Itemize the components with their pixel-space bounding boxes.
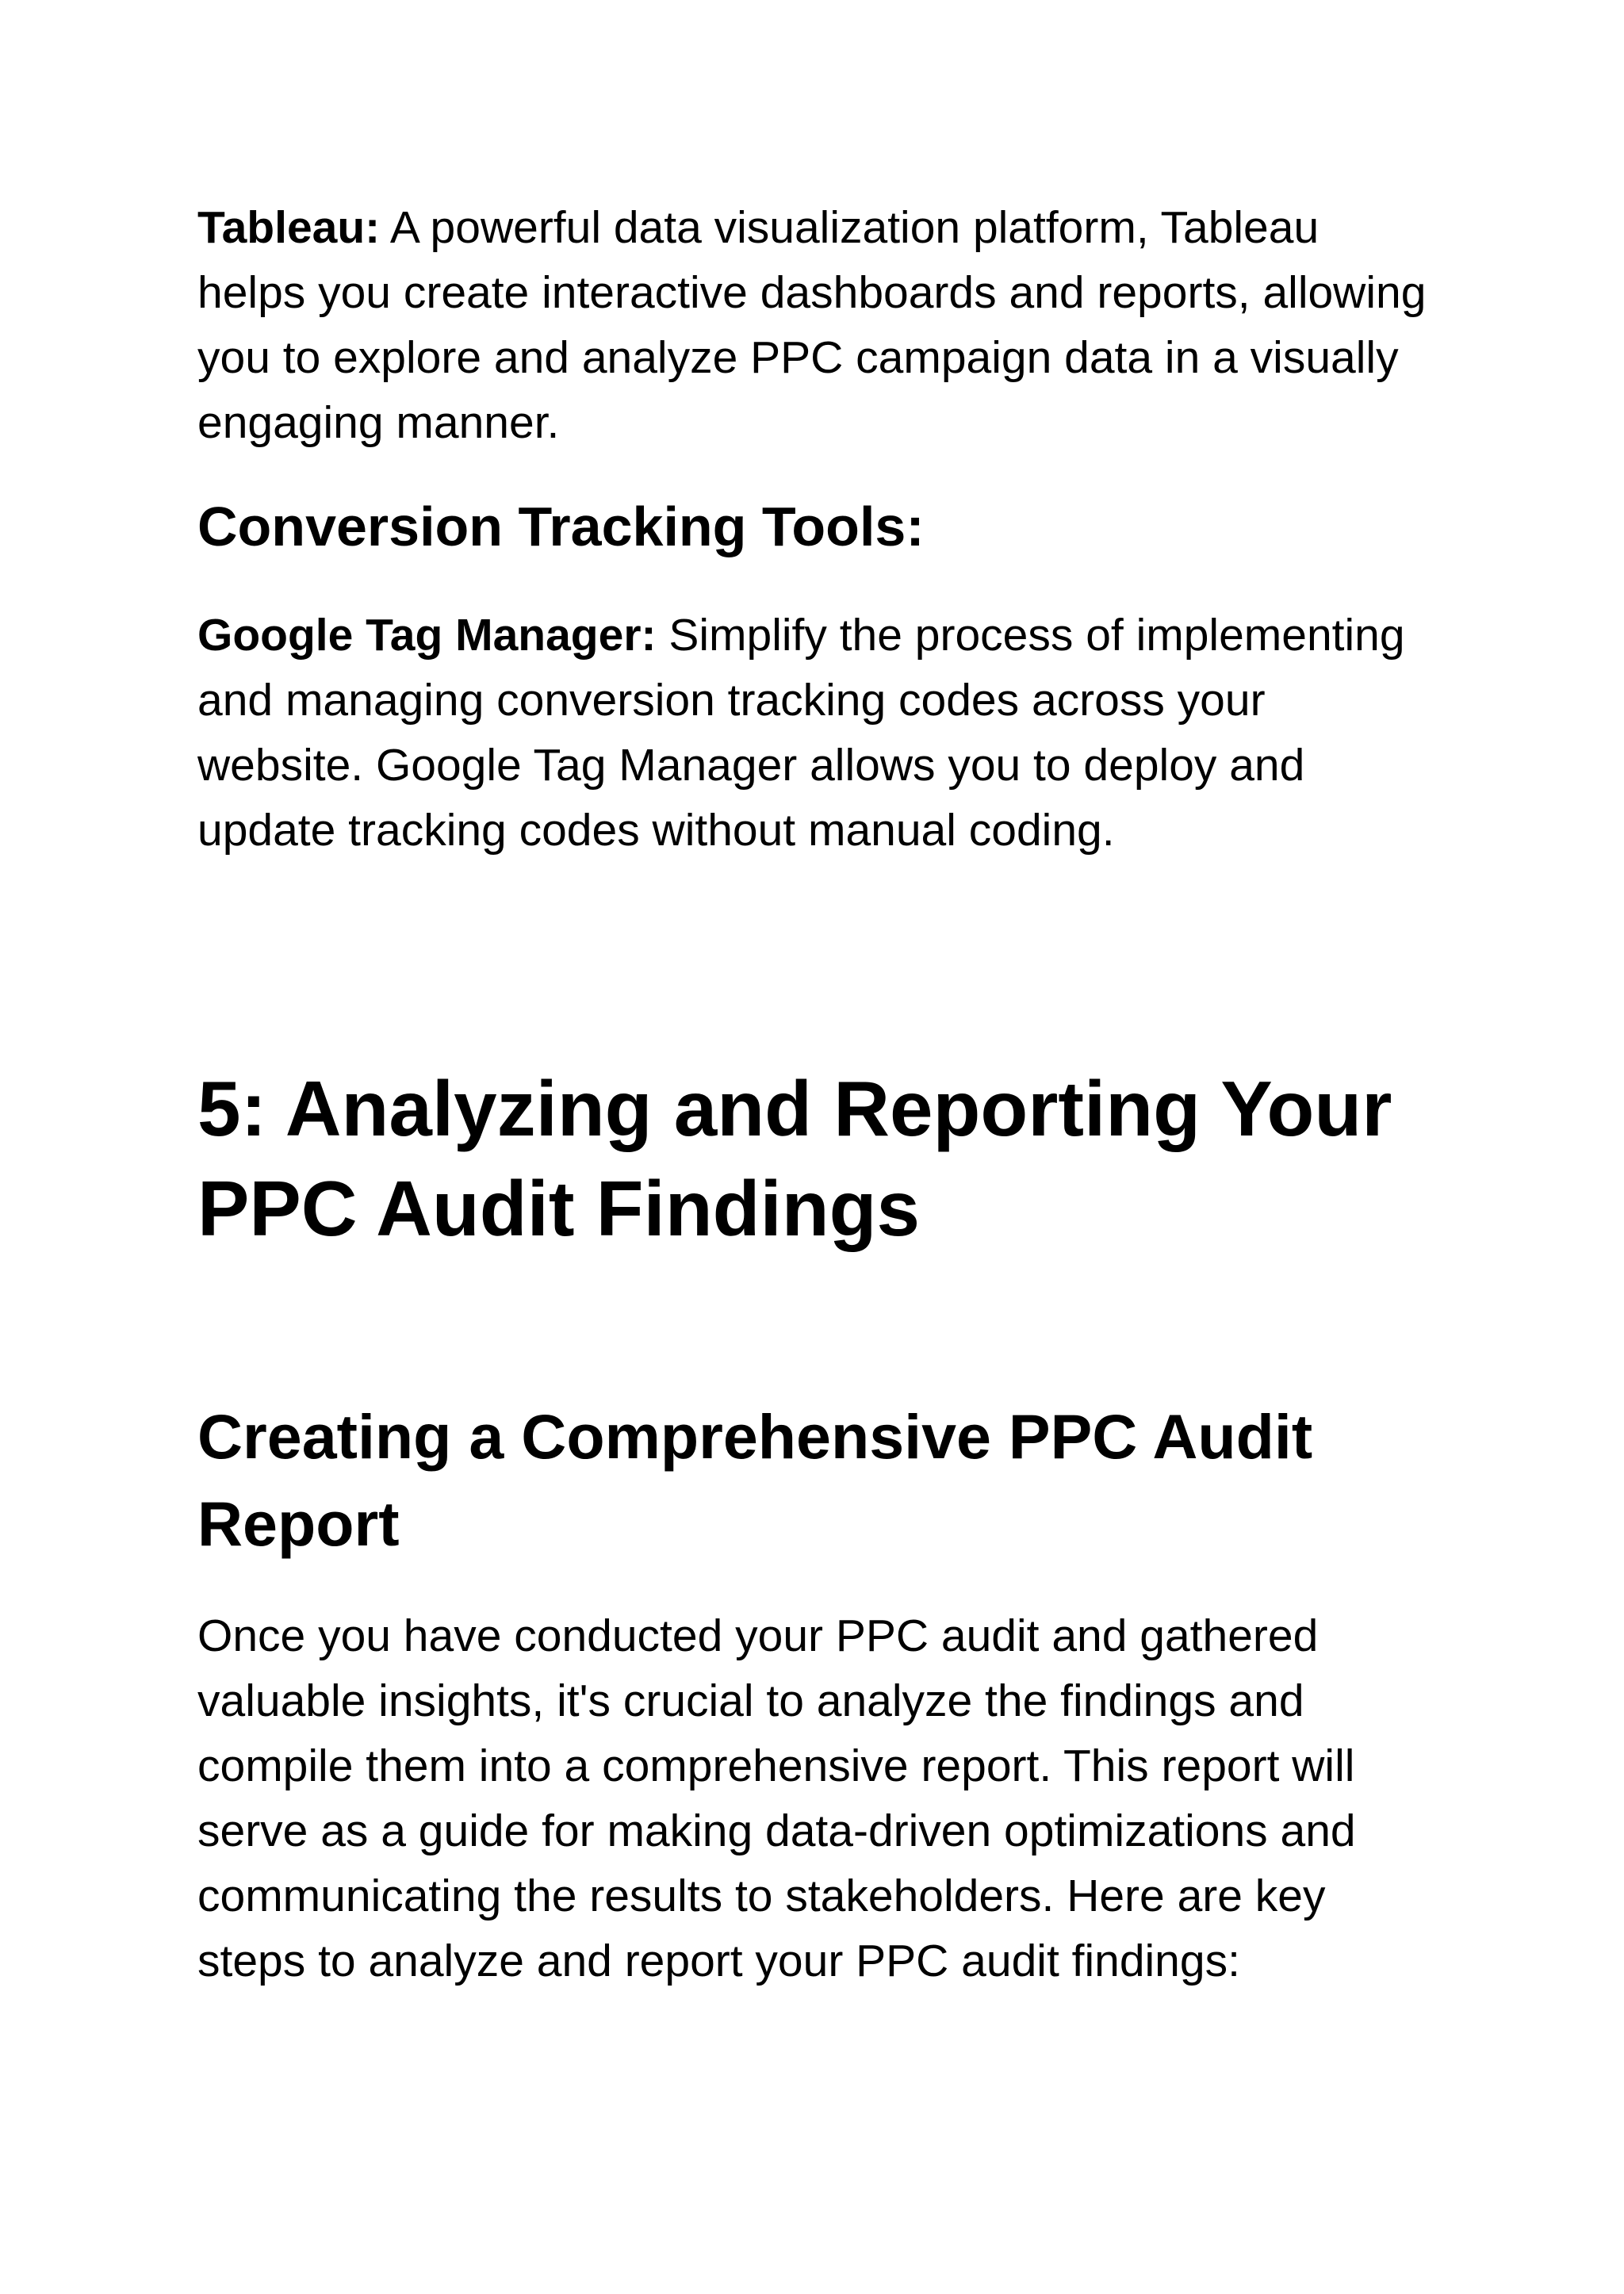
tableau-description: A powerful data visualization platform, Tableau helps you create interactive dashboards and reports, allowing you to explore and analyze PPC campaign data in a visually engaging manner. (197, 202, 1427, 448)
tableau-paragraph (197, 195, 1434, 455)
gtm-description: Simplify the process of implementing and managing conversion tracking codes across your website. Google Tag Manager allows you to deploy and update tracking codes without manual coding. (197, 610, 1405, 856)
gtm-paragraph (197, 603, 1434, 863)
intro-paragraph: Once you have conducted your PPC audit and gathered valuable insights, it's crucial to analyze the findings and compile them into a comprehensive report. This report will serve as a guide for making data-driven optimizations and communicating the results to stakeholders. Here are key steps to analyze and report your PPC audit findings: (197, 1610, 1356, 1986)
gtm-term: Google Tag Manager: (197, 610, 657, 661)
chapter-heading: 5: Analyzing and Reporting Your PPC Audit Findings (197, 1065, 1392, 1252)
tableau-term: Tableau: (197, 202, 381, 253)
section-heading: Creating a Comprehensive PPC Audit Report (197, 1401, 1313, 1559)
conversion-tracking-heading: Conversion Tracking Tools: (197, 496, 925, 557)
